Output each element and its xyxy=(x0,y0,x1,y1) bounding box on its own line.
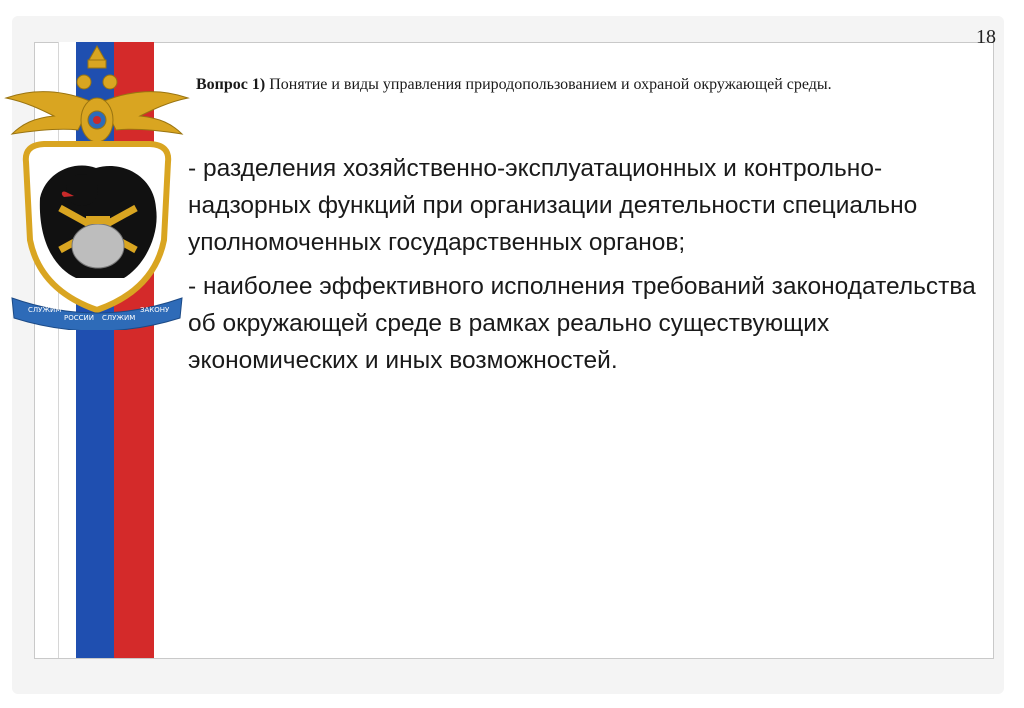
heading-text: Понятие и виды управления природопользованием и охраной окружающей среды. xyxy=(265,76,832,93)
slide-heading xyxy=(196,74,976,96)
bullet-item: - разделения хозяйственно-эксплуатационных и контрольно-надзорных функций при организации деятельности специально уполномоченных государственных органов; xyxy=(188,155,918,256)
bullet-list xyxy=(188,150,978,386)
ribbon-word-2: РОССИИ xyxy=(64,314,94,322)
ribbon-word-4: ЗАКОНУ xyxy=(140,306,170,314)
page-number: 18 xyxy=(976,26,996,48)
ribbon-word-1: СЛУЖИМ xyxy=(28,306,62,314)
heading-label: Вопрос 1) xyxy=(196,76,266,93)
ribbon-word-3: СЛУЖИМ xyxy=(102,314,136,322)
coat-of-arms-icon xyxy=(4,40,190,330)
bullet-item: - наиболее эффективного исполнения требований законодательства об окружающей среде в рамках реально существующих экономических и иных возможностей. xyxy=(188,273,976,374)
